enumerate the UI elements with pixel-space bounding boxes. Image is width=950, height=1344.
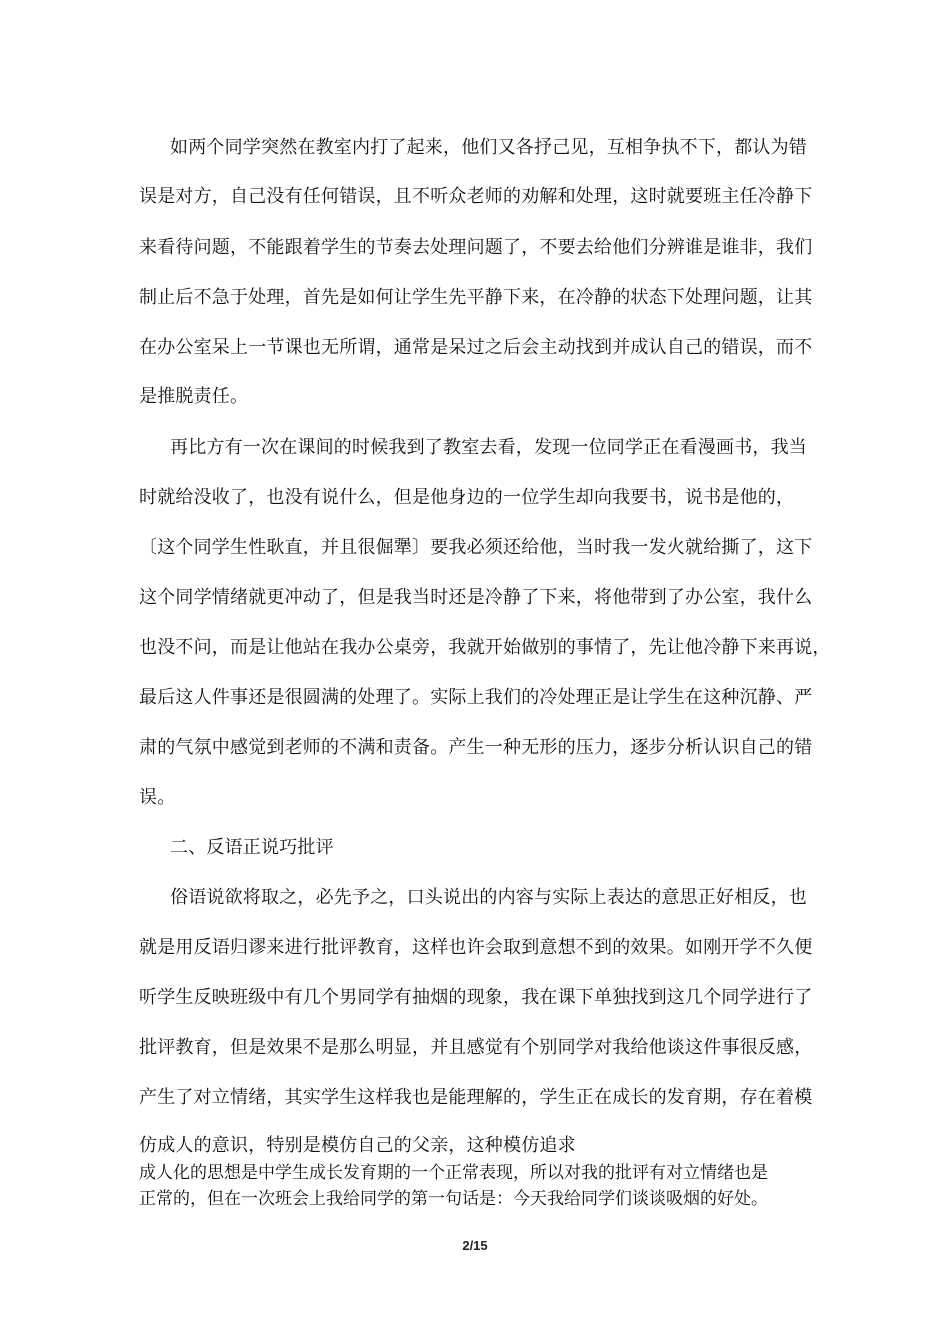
paragraph-2-line-8: 误。	[139, 787, 176, 808]
tail-line-1: 成人化的思想是中学生成长发育期的一个正常表现，所以对我的批评有对立情绪也是	[139, 1163, 768, 1183]
paragraph-1-line-5: 在办公室呆上一节课也无所谓，通常是呆过之后会主动找到并成认自己的错误，而不	[139, 337, 813, 358]
paragraph-1-line-3: 来看待问题，不能跟着学生的节奏去处理问题了，不要去给他们分辨谁是谁非，我们	[139, 237, 813, 258]
paragraph-2-line-2: 时就给没收了，也没有说什么，但是他身边的一位学生却向我要书，说书是他的，	[139, 487, 795, 508]
paragraph-1-line-2: 误是对方，自己没有任何错误，且不听众老师的劝解和处理，这时就要班主任冷静下	[139, 186, 813, 207]
paragraph-2-line-1: 再比方有一次在课间的时候我到了教室去看，发现一位同学正在看漫画书，我当	[170, 437, 807, 458]
paragraph-3-line-5: 产生了对立情绪，其实学生这样我也是能理解的，学生正在成长的发育期，存在着模	[139, 1087, 813, 1108]
paragraph-2-line-5: 也没不问，而是让他站在我办公桌旁，我就开始做别的事情了，先让他冷静下来再说，	[139, 637, 831, 658]
paragraph-3-line-4: 批评教育，但是效果不是那么明显，并且感觉有个别同学对我给他谈这件事很反感，	[139, 1037, 813, 1058]
paragraph-2-line-4: 这个同学情绪就更冲动了，但是我当时还是冷静了下来，将他带到了办公室，我什么	[139, 587, 813, 608]
paragraph-1-line-6: 是推脱责任。	[139, 386, 249, 407]
tail-line-2: 正常的，但在一次班会上我给同学的第一句话是：今天我给同学们谈谈吸烟的好处。	[139, 1189, 768, 1209]
paragraph-3-line-1: 俗语说欲将取之，必先予之，口头说出的内容与实际上表达的意思正好相反，也	[170, 887, 807, 908]
paragraph-3-line-2: 就是用反语归谬来进行批评教育，这样也许会取到意想不到的效果。如刚开学不久便	[139, 937, 813, 958]
paragraph-3-line-6: 仿成人的意识，特别是模仿自己的父亲，这种模仿追求	[139, 1135, 576, 1156]
paragraph-2-line-3: 〔这个同学生性耿直，并且很倔犟〕要我必须还给他，当时我一发火就给撕了，这下	[139, 537, 813, 558]
paragraph-2-line-6: 最后这人件事还是很圆满的处理了。实际上我们的冷处理正是让学生在这种沉静、严	[139, 687, 813, 708]
section-heading: 二、反语正说巧批评	[170, 837, 334, 858]
paragraph-3-line-3: 听学生反映班级中有几个男同学有抽烟的现象，我在课下单独找到这几个同学进行了	[139, 987, 813, 1008]
paragraph-1-line-4: 制止后不急于处理，首先是如何让学生先平静下来，在冷静的状态下处理问题，让其	[139, 287, 813, 308]
paragraph-1-line-1: 如两个同学突然在教室内打了起来，他们又各抒己见，互相争执不下，都认为错	[170, 137, 807, 158]
paragraph-2-line-7: 肃的气氛中感觉到老师的不满和责备。产生一种无形的压力，逐步分析认识自己的错	[139, 737, 813, 758]
page-number: 2/15	[462, 1238, 488, 1253]
